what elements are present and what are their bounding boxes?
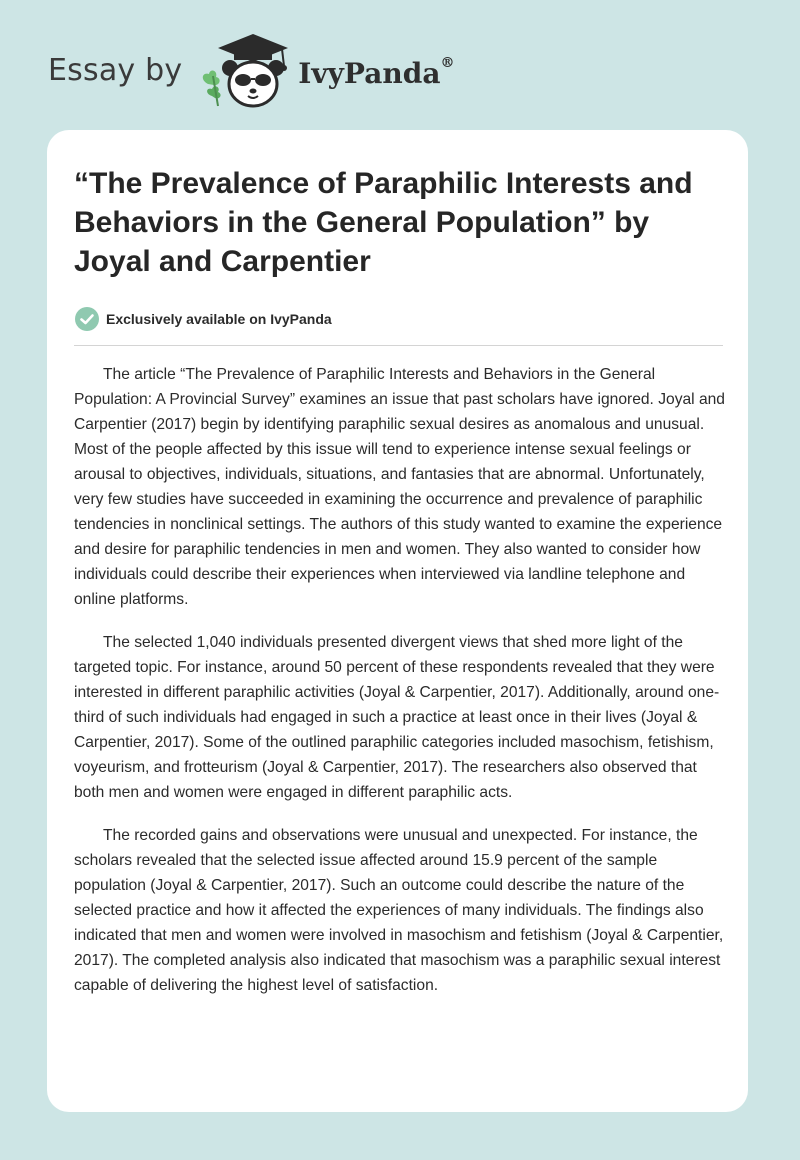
divider bbox=[74, 345, 723, 346]
essay-by-label: Essay by bbox=[48, 52, 183, 88]
check-circle-icon bbox=[74, 306, 100, 332]
brand-name[interactable]: IvyPanda® bbox=[298, 54, 455, 90]
exclusive-badge-label: Exclusively available on IvyPanda bbox=[106, 311, 332, 327]
essay-card bbox=[47, 130, 748, 1112]
ivypanda-logo-icon[interactable] bbox=[196, 32, 294, 112]
exclusive-badge bbox=[74, 306, 332, 332]
paragraph: The selected 1,040 individuals presented divergent views that shed more light of the targeted topic. For instance, around 50 percent of these respondents revealed that they were interested in different paraphilic activities (Joyal & Carpentier, 2017). Additionally, around one-third of such individuals had engaged in such a practice at least once in their lives (Joyal & Carpentier, 2017). Some of the outlined paraphilic categories included masochism, fetishism, voyeurism, and frotteurism (Joyal & Carpentier, 2017). The researchers also observed that both men and women were engaged in different paraphilic acts. bbox=[74, 634, 720, 801]
essay-title: “The Prevalence of Paraphilic Interests and Behaviors in the General Population” by Joyal and Carpentier bbox=[74, 167, 693, 278]
paragraph: The recorded gains and observations were unusual and unexpected. For instance, the scholars revealed that the selected issue affected around 15.9 percent of the sample population (Joyal & Carpentier, 2017). Such an outcome could describe the nature of the selected practice and how it affected the experiences of many individuals. The findings also indicated that men and women were involved in masochism and fetishism (Joyal & Carpentier, 2017). The completed analysis also indicated that masochism was a paraphilic sexual interest capable of delivering the highest level of satisfaction. bbox=[74, 827, 724, 994]
registered-mark: ® bbox=[440, 54, 455, 71]
site-header bbox=[48, 32, 454, 112]
essay-body bbox=[74, 362, 726, 1016]
paragraph: The article “The Prevalence of Paraphilic Interests and Behaviors in the General Population: A Provincial Survey” examines an issue that past scholars have ignored. Joyal and Carpentier (2017) begin by identifying paraphilic sexual desires as anomalous and unusual. Most of the people affected by this issue will tend to experience intense sexual feelings or arousal to objectives, individuals, situations, and fantasies that are abnormal. Unfortunately, very few studies have succeeded in examining the occurrence and prevalence of paraphilic tendencies in nonclinical settings. The authors of this study wanted to examine the experience and desire for paraphilic tendencies in men and women. They also wanted to consider how individuals could describe their experiences when interviewed via landline telephone and online platforms. bbox=[74, 366, 725, 608]
